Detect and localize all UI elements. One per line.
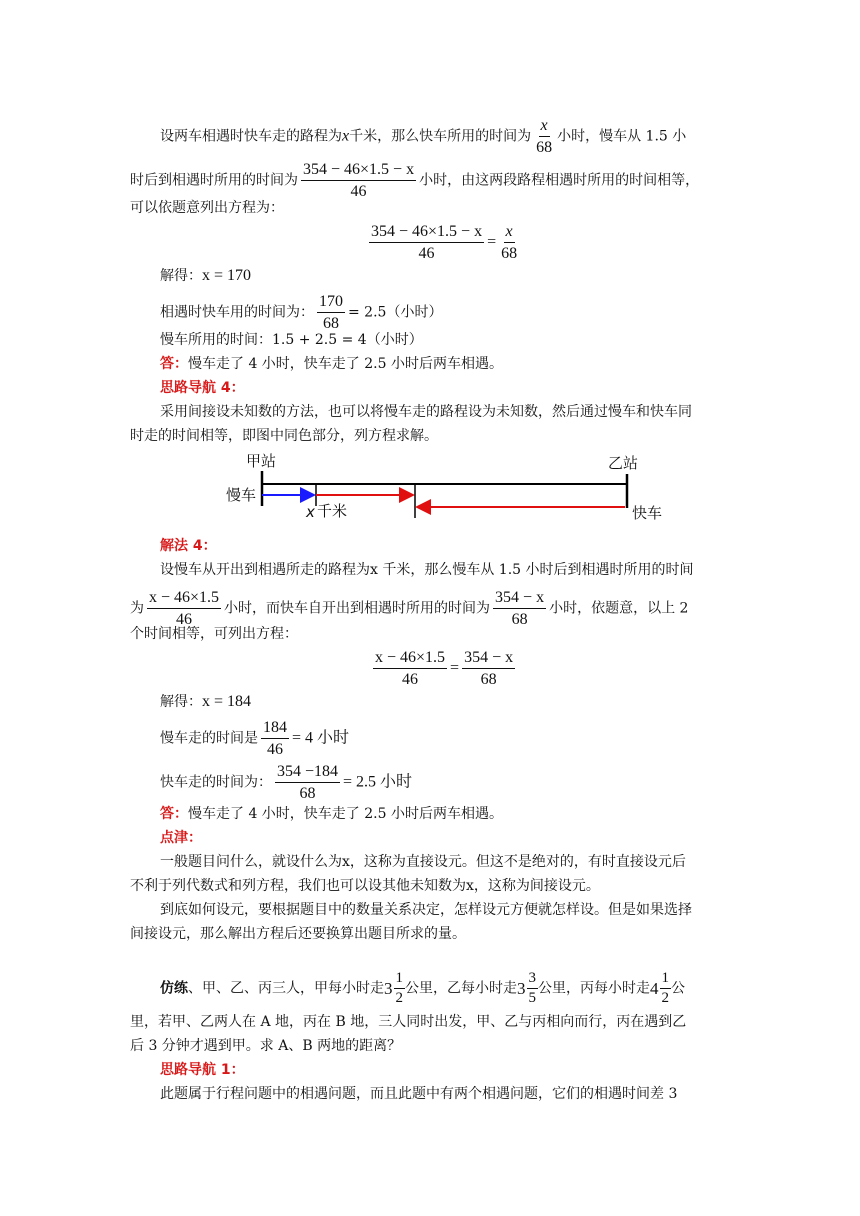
numerator: x — [539, 116, 550, 137]
fast-car-label: 快车 — [632, 504, 663, 522]
slow-car-label: 慢车 — [226, 486, 257, 504]
nav4-line-2: 时走的时间相等，即图中同色部分，列方程求解。 — [130, 428, 438, 444]
math-value: = 4 小时 — [292, 729, 350, 747]
x-unit-label: 千米 — [317, 502, 348, 520]
text: = 2.5（小时） — [348, 304, 443, 321]
whole-part: 4 — [650, 978, 659, 998]
intro-line-1 — [160, 116, 686, 157]
fraction — [373, 648, 447, 689]
denominator: 46 — [418, 245, 435, 262]
practice-line-1 — [160, 970, 685, 1007]
numerator: x — [504, 222, 515, 243]
station-b-label: 乙站 — [608, 454, 639, 472]
fraction — [534, 116, 554, 157]
numerator: 354 − 46×1.5 − x — [301, 160, 416, 181]
denominator: 68 — [323, 315, 339, 332]
fraction — [147, 588, 221, 629]
math-value: x = 184 — [202, 693, 252, 710]
text: 小时，慢车从 1.5 小 — [557, 128, 687, 145]
intro-line-3: 可以依题意列出方程为： — [130, 200, 284, 216]
practice-title: 仿练 — [160, 980, 188, 997]
answer-line-1 — [160, 354, 503, 374]
text: 千米，那么快车所用的时间为 — [349, 128, 532, 145]
intro-line-2 — [130, 160, 699, 201]
denominator: 68 — [480, 671, 497, 688]
method4-line-1: 设慢车从开出到相遇所走的路程为x 千米，那么慢车从 1.5 小时后到相遇时所用的时间 — [160, 562, 694, 578]
fraction — [394, 970, 406, 1007]
distance-diagram — [220, 446, 670, 526]
fraction — [660, 970, 672, 1007]
answer-label: 答： — [160, 806, 188, 822]
answer-line-2 — [160, 804, 503, 824]
text: 慢车走了 4 小时，快车走了 2.5 小时后两车相遇。 — [188, 806, 503, 822]
fraction — [301, 160, 416, 201]
text: 公里，丙每小时走 — [538, 980, 650, 997]
math-value: = 2.5 小时 — [343, 773, 413, 791]
text: 公里，乙每小时走 — [405, 980, 517, 997]
text: 慢车走的时间是 — [160, 730, 258, 747]
method4-line-3: 个时间相等，可列出方程： — [130, 626, 298, 642]
numerator: 170 — [317, 292, 345, 313]
fraction — [527, 970, 539, 1007]
fraction — [499, 222, 519, 263]
numerator: 1 — [394, 970, 406, 989]
denominator: 46 — [267, 741, 283, 758]
denominator: 68 — [511, 611, 528, 628]
numerator: 354 − x — [462, 648, 515, 669]
note-line-2: 不利于列代数式和列方程，我们也可以设其他未知数为x，这称为间接设元。 — [130, 878, 600, 894]
equation-1 — [366, 222, 522, 263]
denominator: 46 — [350, 183, 367, 200]
text: 相遇时快车用的时间为： — [160, 304, 314, 321]
denominator: 5 — [528, 990, 536, 1006]
denominator: 46 — [176, 611, 193, 628]
method4-line-2 — [130, 588, 688, 629]
text: 、甲、乙、丙三人，甲每小时走 — [188, 980, 384, 997]
text: 快车走的时间为： — [160, 774, 272, 791]
numerator: 1 — [660, 970, 672, 989]
station-a-label: 甲站 — [246, 452, 277, 470]
fraction — [261, 718, 289, 759]
text: 小时，而快车自开出到相遇时所用的时间为 — [224, 600, 491, 617]
practice-nav-title: 思路导航 1： — [160, 1062, 245, 1078]
answer-label: 答： — [160, 356, 188, 372]
denominator: 68 — [501, 245, 518, 262]
denominator: 68 — [299, 785, 316, 802]
text: 为 — [130, 600, 144, 617]
text: 慢车走了 4 小时，快车走了 2.5 小时后两车相遇。 — [188, 356, 503, 372]
note-title: 点津： — [160, 830, 202, 846]
solve-line-1 — [160, 266, 251, 286]
denominator: 2 — [661, 990, 669, 1006]
math-value: x = 170 — [202, 267, 252, 284]
note-line-1: 一般题目问什么，就设什么为x，这称为直接设元。但这不是绝对的，有时直接设元后 — [160, 854, 686, 870]
text: 小时，依题意，以上 2 — [549, 600, 689, 617]
mixed-number — [517, 970, 538, 1007]
text: 解得： — [160, 694, 202, 710]
numerator: x − 46×1.5 — [373, 648, 447, 669]
fraction — [369, 222, 484, 263]
fraction — [275, 762, 340, 803]
text: 公 — [671, 980, 685, 997]
denominator: 2 — [395, 990, 403, 1006]
nav4-title: 思路导航 4： — [160, 380, 245, 396]
equals: = — [487, 233, 497, 251]
x-variable: x — [306, 503, 315, 521]
whole-part: 3 — [384, 978, 393, 998]
note-line-4: 间接设元，那么解出方程后还要换算出题目所求的量。 — [130, 926, 466, 942]
slow-time-line: 慢车所用的时间：1.5 + 2.5 = 4（小时） — [160, 332, 423, 348]
numerator: x − 46×1.5 — [147, 588, 221, 609]
equals: = — [450, 659, 460, 677]
solve-line-2 — [160, 692, 251, 712]
numerator: 354 −184 — [275, 762, 340, 783]
numerator: 3 — [527, 970, 539, 989]
fraction — [317, 292, 345, 333]
fraction — [493, 588, 546, 629]
slow-time-line-2 — [160, 718, 349, 759]
denominator: 46 — [402, 671, 419, 688]
fast-time-line-2 — [160, 762, 412, 803]
method4-title: 解法 4： — [160, 538, 217, 554]
text: 设两车相遇时快车走的路程为 — [160, 128, 342, 145]
practice-line-2: 里，若甲、乙两人在 A 地，丙在 B 地，三人同时出发，甲、乙与丙相向而行，丙在遇到乙 — [130, 1014, 687, 1030]
text: 解得： — [160, 268, 202, 284]
equation-2 — [370, 648, 518, 689]
text: 小时，由这两段路程相遇时所用的时间相等， — [419, 172, 700, 189]
nav4-line-1: 采用间接设未知数的方法，也可以将慢车走的路程设为未知数，然后通过慢车和快车同 — [160, 404, 692, 420]
denominator: 68 — [536, 139, 553, 156]
practice-line-3: 后 3 分钟才遇到甲。求 A、B 两地的距离？ — [130, 1038, 402, 1054]
fast-time-line — [160, 292, 442, 333]
note-line-3: 到底如何设元，要根据题目中的数量关系决定，怎样设元方便就怎样设。但是如果选择 — [160, 902, 692, 918]
fraction — [462, 648, 515, 689]
numerator: 354 − 46×1.5 − x — [369, 222, 484, 243]
numerator: 354 − x — [493, 588, 546, 609]
practice-nav-line-1: 此题属于行程问题中的相遇问题，而且此题中有两个相遇问题，它们的相遇时间差 3 — [160, 1086, 678, 1102]
whole-part: 3 — [517, 978, 526, 998]
numerator: 184 — [261, 718, 289, 739]
mixed-number — [384, 970, 405, 1007]
mixed-number — [650, 970, 671, 1007]
var-x: x — [342, 127, 350, 145]
text: 时后到相遇时所用的时间为 — [130, 172, 298, 189]
